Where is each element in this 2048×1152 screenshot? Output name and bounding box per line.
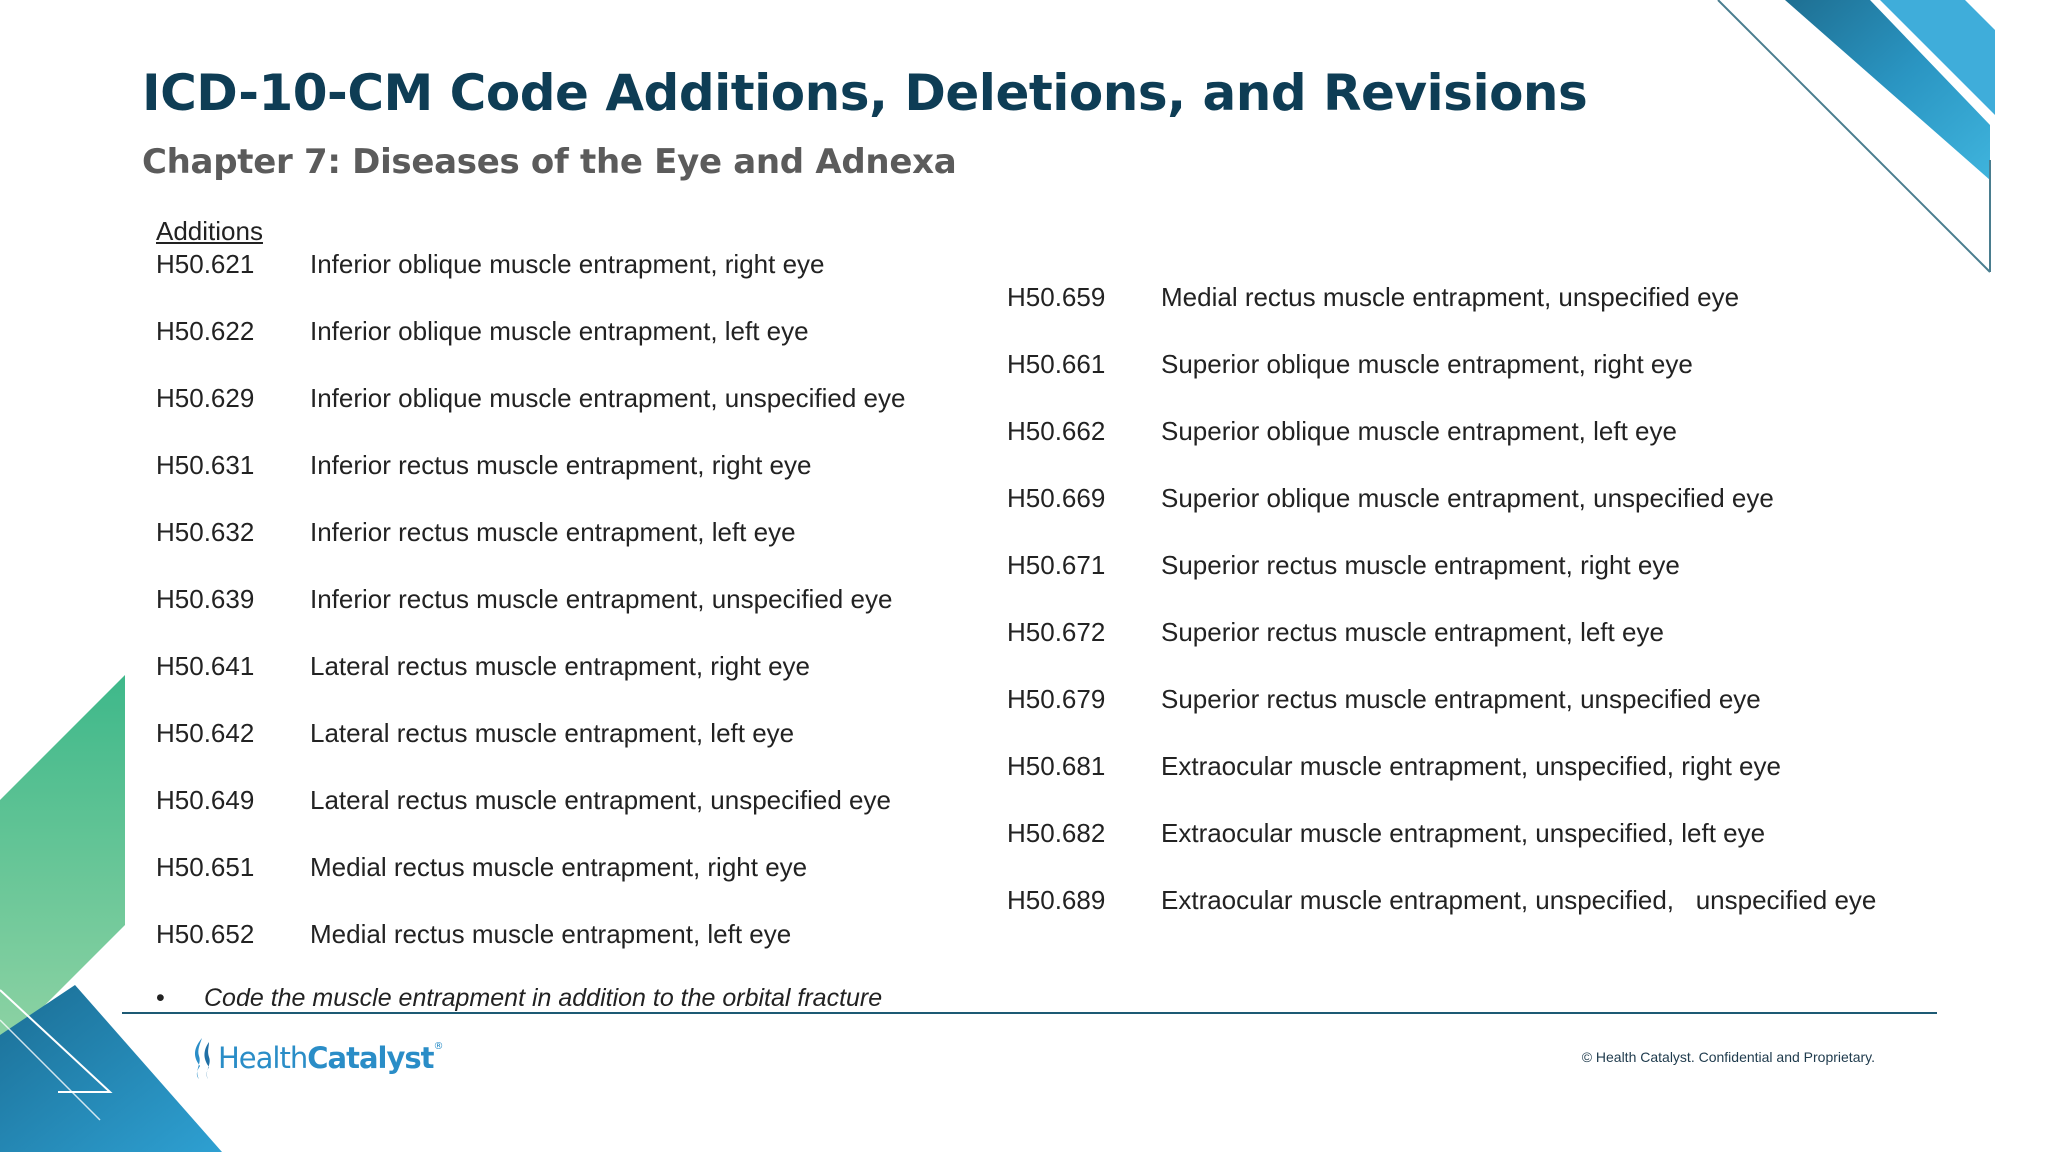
- code: H50.661: [1007, 349, 1106, 379]
- code: H50.671: [1007, 550, 1106, 580]
- code-description: Superior oblique muscle entrapment, unspecified eye: [1161, 483, 1774, 513]
- code: H50.631: [156, 450, 255, 480]
- code: H50.651: [156, 852, 255, 882]
- code-description: Superior rectus muscle entrapment, unspecified eye: [1161, 684, 1761, 714]
- code-row: [1007, 682, 1876, 749]
- code: H50.632: [156, 517, 255, 547]
- code-row: [1007, 548, 1876, 615]
- code-description: Inferior rectus muscle entrapment, unspecified eye: [310, 584, 893, 614]
- code-description: Inferior oblique muscle entrapment, unspecified eye: [310, 383, 906, 413]
- code-description: Lateral rectus muscle entrapment, right eye: [310, 651, 811, 681]
- code: H50.621: [156, 249, 255, 279]
- footer-divider: [122, 1012, 1937, 1014]
- code-description: Inferior rectus muscle entrapment, left eye: [310, 517, 796, 547]
- code-row: [156, 515, 905, 582]
- code-description: Inferior rectus muscle entrapment, right eye: [310, 450, 812, 480]
- code-description: Medial rectus muscle entrapment, left eye: [310, 919, 792, 949]
- code-row: [156, 448, 905, 515]
- code-row: [1007, 615, 1876, 682]
- left-code-list: [156, 247, 905, 984]
- code-description: Extraocular muscle entrapment, unspecified, left eye: [1161, 818, 1766, 848]
- code: H50.689: [1007, 885, 1106, 915]
- code-row: [156, 850, 905, 917]
- code-row: [156, 649, 905, 716]
- code: H50.652: [156, 919, 255, 949]
- right-code-list: [1007, 280, 1876, 950]
- code: H50.639: [156, 584, 255, 614]
- code-description: Extraocular muscle entrapment, unspecified, right eye: [1161, 751, 1781, 781]
- code-description: Superior oblique muscle entrapment, right eye: [1161, 349, 1693, 379]
- code: H50.679: [1007, 684, 1106, 714]
- code-row: [156, 381, 905, 448]
- code: H50.622: [156, 316, 255, 346]
- code-row: [156, 314, 905, 381]
- additions-label: Additions: [156, 216, 263, 246]
- code: H50.659: [1007, 282, 1106, 312]
- code: H50.629: [156, 383, 255, 413]
- page-subtitle: Chapter 7: Diseases of the Eye and Adnexa: [142, 142, 957, 182]
- code: H50.649: [156, 785, 255, 815]
- code-description: Superior oblique muscle entrapment, left eye: [1161, 416, 1677, 446]
- page-title: ICD-10-CM Code Additions, Deletions, and Revisions: [142, 64, 1588, 122]
- code-row: [156, 917, 905, 984]
- code-row: [156, 716, 905, 783]
- code: H50.669: [1007, 483, 1106, 513]
- code-row: [156, 783, 905, 850]
- code-row: [1007, 347, 1876, 414]
- code-description: Superior rectus muscle entrapment, left eye: [1161, 617, 1664, 647]
- code-description: Superior rectus muscle entrapment, right eye: [1161, 550, 1680, 580]
- code-description: Medial rectus muscle entrapment, right eye: [310, 852, 808, 882]
- code: H50.641: [156, 651, 255, 681]
- copyright-notice: © Health Catalyst. Confidential and Proprietary.: [1581, 1049, 1875, 1065]
- code-row: [156, 582, 905, 649]
- code-row: [156, 247, 905, 314]
- code-row: [1007, 816, 1876, 883]
- code-description: Lateral rectus muscle entrapment, left eye: [310, 718, 795, 748]
- note-text: Code the muscle entrapment in addition to the orbital fracture: [204, 984, 883, 1012]
- code-row: [1007, 481, 1876, 548]
- bullet: •: [156, 984, 165, 1012]
- coding-note: [156, 984, 882, 1013]
- code-description: Medial rectus muscle entrapment, unspecified eye: [1161, 282, 1740, 312]
- flame-icon: [190, 1036, 216, 1080]
- code: H50.642: [156, 718, 255, 748]
- code: H50.662: [1007, 416, 1106, 446]
- code-row: [1007, 280, 1876, 347]
- logo-wordmark: HealthCatalyst®: [218, 1041, 443, 1075]
- code-row: [1007, 883, 1876, 950]
- code-description: Extraocular muscle entrapment, unspecified, unspecified eye: [1161, 885, 1877, 915]
- code-row: [1007, 414, 1876, 481]
- code: H50.672: [1007, 617, 1106, 647]
- code: H50.681: [1007, 751, 1106, 781]
- code: H50.682: [1007, 818, 1106, 848]
- code-row: [1007, 749, 1876, 816]
- code-description: Lateral rectus muscle entrapment, unspecified eye: [310, 785, 891, 815]
- code-description: Inferior oblique muscle entrapment, right eye: [310, 249, 825, 279]
- health-catalyst-logo: [190, 1036, 443, 1080]
- code-description: Inferior oblique muscle entrapment, left eye: [310, 316, 809, 346]
